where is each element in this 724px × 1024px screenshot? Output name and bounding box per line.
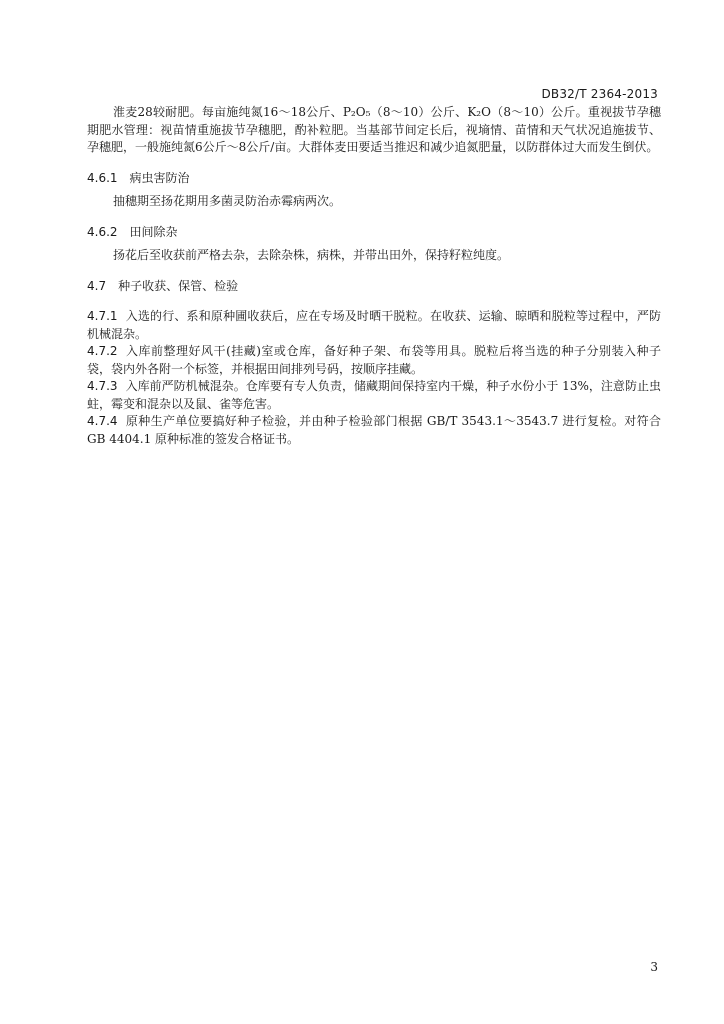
section-4-6-2-text: 扬花后至收获前严格去杂，去除杂株，病株，并带出田外，保持籽粒纯度。: [113, 248, 510, 262]
section-title: 种子收获、保管、检验: [118, 278, 239, 293]
section-4-6-2-heading: [87, 224, 661, 242]
clause-text: 入选的行、系和原种圃收获后，应在专场及时晒干脱粒。在收获、运输、晾晒和脱粒等过程中，严防机械混杂。: [87, 309, 661, 341]
section-4-7-heading: [87, 278, 661, 296]
clause-4-7-4: [87, 413, 661, 448]
clause-number: 4.7.3: [87, 379, 118, 393]
clause-number: 4.7.4: [87, 414, 118, 428]
section-number: 4.6.2: [87, 224, 118, 239]
clause-4-7-2: [87, 343, 661, 378]
clause-text: 入库前严防机械混杂。仓库要有专人负责，储藏期间保持室内干燥，种子水份小于 13%，注意防止虫蛀，霉变和混杂以及鼠、雀等危害。: [87, 379, 661, 411]
clause-number: 4.7.2: [87, 344, 118, 358]
document-body: [87, 104, 661, 448]
section-number: 4.7: [87, 278, 107, 293]
section-number: 4.6.1: [87, 170, 118, 185]
section-4-6-1-text: 抽穗期至扬花期用多菌灵防治赤霉病两次。: [113, 194, 342, 208]
section-title: 病虫害防治: [129, 170, 190, 185]
intro-paragraph: 淮麦28较耐肥。每亩施纯氮16～18公斤、P₂O₅（8～10）公斤、K₂O（8～10）公斤。重视拔节孕穗期肥水管理：视苗情重施拔节孕穗肥，酌补粒肥。当基部节间定长后，视墒情、苗情和天气状况追施拔节、孕穗肥，一般施纯氮6公斤～8公斤/亩。大群体麦田要适当推迟和减少追氮肥量，以防群体过大而发生倒伏。: [87, 105, 661, 154]
clause-4-7-1: [87, 308, 661, 343]
clause-text: 入库前整理好风干(挂藏)室或仓库，备好种子架、布袋等用具。脱粒后将当选的种子分别装入种子袋，袋内外各附一个标签，并根据田间排列号码，按顺序挂藏。: [87, 344, 661, 376]
clause-number: 4.7.1: [87, 309, 118, 323]
page-number: 3: [650, 960, 658, 974]
clause-text: 原种生产单位要搞好种子检验，并由种子检验部门根据 GB/T 3543.1～3543.7 进行复检。对符合 GB 4404.1 原种标准的签发合格证书。: [87, 414, 661, 446]
document-id: DB32/T 2364-2013: [541, 87, 658, 101]
section-title: 田间除杂: [129, 224, 178, 239]
clause-4-7-3: [87, 378, 661, 413]
section-4-6-1-heading: [87, 170, 661, 188]
